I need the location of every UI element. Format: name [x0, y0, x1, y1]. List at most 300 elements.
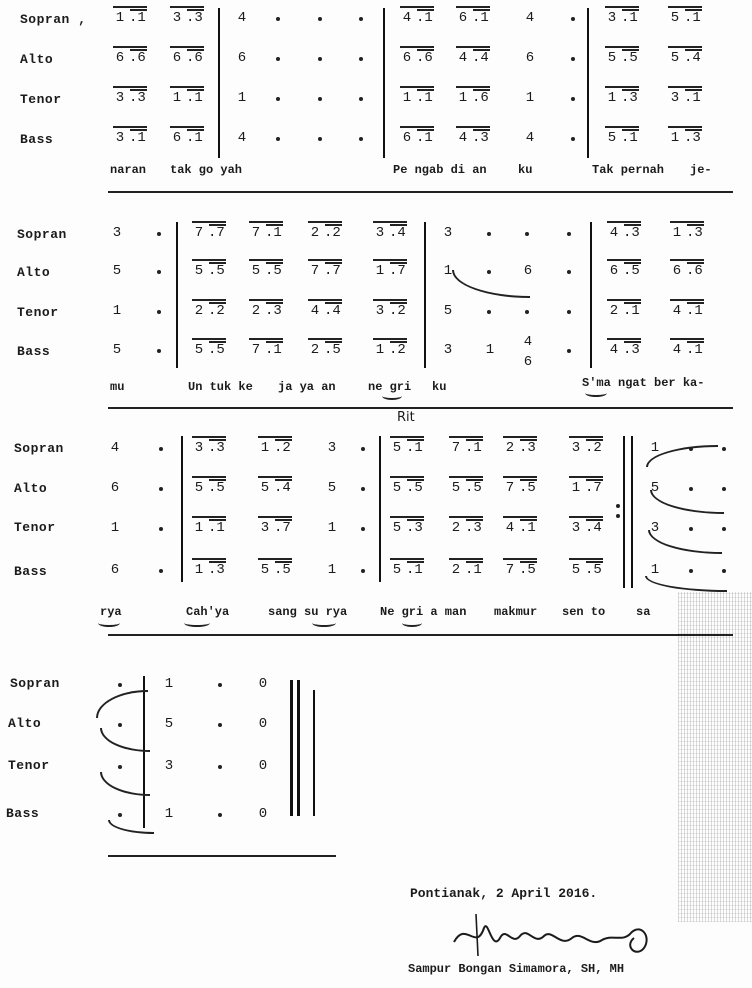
repeat-barline	[623, 436, 625, 588]
note-digit: .1	[686, 342, 703, 358]
note-digit: 1	[650, 440, 660, 456]
hold-dot	[276, 57, 280, 61]
note-digit: 3	[650, 520, 660, 536]
repeat-dot	[616, 514, 620, 518]
beam	[192, 221, 226, 223]
hold-dot	[525, 232, 529, 236]
note-digit: 5	[451, 480, 461, 496]
note-digit: 4	[310, 303, 320, 319]
note-digit: .5	[519, 562, 536, 578]
hold-dot	[157, 310, 161, 314]
note-digit: .2	[274, 440, 291, 456]
system-divider	[108, 407, 733, 409]
beam	[113, 46, 147, 48]
note-digit: .1	[406, 562, 423, 578]
note-digit: 5	[607, 130, 617, 146]
note-digit: .1	[472, 10, 489, 26]
beam	[456, 86, 490, 88]
hold-dot	[276, 137, 280, 141]
note-digit: 5	[260, 480, 270, 496]
note-digit: 7	[505, 562, 515, 578]
hold-dot	[567, 270, 571, 274]
note-digit: .4	[684, 50, 701, 66]
note-digit: 6	[115, 50, 125, 66]
lyric: ja ya an	[278, 380, 336, 394]
note-digit: .3	[519, 440, 536, 456]
note-digit: .1	[186, 130, 203, 146]
note-digit: .1	[416, 90, 433, 106]
voice-label: Alto	[8, 716, 42, 731]
hold-dot	[157, 232, 161, 236]
barline	[176, 222, 178, 368]
beam	[258, 516, 292, 518]
tie-curve	[100, 728, 150, 752]
note-digit: 3	[571, 520, 581, 536]
note-digit: 0	[258, 758, 268, 774]
hold-dot	[487, 310, 491, 314]
beam	[258, 476, 292, 478]
note-digit: .7	[389, 263, 406, 279]
note-digit: 6	[110, 562, 120, 578]
note-digit: .5	[621, 50, 638, 66]
beam	[113, 126, 147, 128]
note-digit: .1	[686, 303, 703, 319]
note-digit: .3	[621, 90, 638, 106]
note-digit: 4	[458, 50, 468, 66]
beam	[170, 46, 204, 48]
hold-dot	[159, 447, 163, 451]
voice-label: Tenor	[8, 758, 50, 773]
note-digit: .1	[129, 130, 146, 146]
note-digit: 1	[260, 440, 270, 456]
beam	[373, 221, 407, 223]
beam	[605, 86, 639, 88]
end-rule	[108, 855, 336, 857]
hold-dot	[318, 97, 322, 101]
note-digit: .5	[465, 480, 482, 496]
note-digit: 4	[523, 334, 533, 350]
beam	[308, 221, 342, 223]
note-digit: 0	[258, 716, 268, 732]
note-digit: .3	[265, 303, 282, 319]
note-digit: 5	[112, 342, 122, 358]
note-digit: 4	[237, 10, 247, 26]
lyric: mu	[110, 380, 125, 394]
slur-mark	[98, 619, 120, 627]
lyric: sen to	[562, 605, 606, 619]
barline	[383, 8, 385, 158]
note-digit: 6	[672, 263, 682, 279]
hold-dot	[359, 97, 363, 101]
note-digit: .1	[684, 10, 701, 26]
note-digit: .1	[623, 303, 640, 319]
note-digit: 1	[650, 562, 660, 578]
note-digit: .3	[208, 562, 225, 578]
beam	[569, 476, 603, 478]
note-digit: 3	[172, 10, 182, 26]
beam	[503, 558, 537, 560]
place-date: Pontianak, 2 April 2016.	[410, 886, 598, 901]
hold-dot	[361, 569, 365, 573]
tie-curve	[645, 576, 727, 592]
note-digit: .6	[186, 50, 203, 66]
note-digit: 5	[194, 342, 204, 358]
beam	[400, 6, 434, 8]
hold-dot	[157, 349, 161, 353]
note-digit: 6	[609, 263, 619, 279]
note-digit: 1	[115, 10, 125, 26]
beam	[569, 436, 603, 438]
beam	[170, 86, 204, 88]
voice-label: Alto	[20, 52, 54, 67]
beam	[569, 558, 603, 560]
slur-mark	[312, 619, 336, 627]
note-digit: .1	[465, 562, 482, 578]
beam	[668, 6, 702, 8]
note-digit: 3	[164, 758, 174, 774]
final-barline	[297, 680, 300, 816]
note-digit: .7	[208, 225, 225, 241]
note-digit: 1	[375, 263, 385, 279]
beam	[449, 558, 483, 560]
barline	[379, 436, 381, 582]
beam	[607, 299, 641, 301]
note-digit: .2	[585, 440, 602, 456]
note-digit: .7	[585, 480, 602, 496]
note-digit: 6	[110, 480, 120, 496]
beam	[373, 259, 407, 261]
note-digit: 0	[258, 806, 268, 822]
note-digit: 2	[310, 225, 320, 241]
note-digit: .1	[265, 225, 282, 241]
beam	[258, 558, 292, 560]
lyric: ku	[432, 380, 447, 394]
beam	[170, 6, 204, 8]
voice-label: Bass	[17, 344, 51, 359]
beam	[192, 338, 226, 340]
beam	[249, 338, 283, 340]
note-digit: .3	[684, 130, 701, 146]
note-digit: 3	[115, 130, 125, 146]
hold-dot	[571, 57, 575, 61]
note-digit: 1	[375, 342, 385, 358]
note-digit: 1	[327, 520, 337, 536]
beam	[670, 299, 704, 301]
lyric: Cah'ya	[186, 605, 230, 619]
voice-label: Sopran	[14, 441, 64, 456]
note-digit: 3	[607, 10, 617, 26]
note-digit: .6	[686, 263, 703, 279]
note-digit: 1	[194, 562, 204, 578]
note-digit: .4	[585, 520, 602, 536]
note-digit: 2	[451, 562, 461, 578]
hold-dot	[722, 527, 726, 531]
note-digit: .3	[472, 130, 489, 146]
note-digit: .5	[274, 562, 291, 578]
repeat-barline	[631, 436, 633, 588]
lyric: Tak pernah	[592, 163, 665, 177]
note-digit: 4	[402, 10, 412, 26]
note-digit: 7	[251, 225, 261, 241]
note-digit: 3	[375, 225, 385, 241]
note-digit: 4	[525, 130, 535, 146]
note-digit: .1	[186, 90, 203, 106]
hold-dot	[722, 569, 726, 573]
beam	[449, 516, 483, 518]
note-digit: .5	[406, 480, 423, 496]
beam	[192, 299, 226, 301]
note-digit: 5	[392, 440, 402, 456]
beam	[373, 338, 407, 340]
note-digit: 4	[609, 225, 619, 241]
note-digit: .3	[623, 342, 640, 358]
slur-mark	[585, 389, 607, 397]
tie-curve	[96, 690, 148, 718]
barline	[590, 222, 592, 368]
hold-dot	[359, 137, 363, 141]
beam	[113, 6, 147, 8]
note-digit: 7	[251, 342, 261, 358]
lyric: S'ma ngat ber ka-	[582, 376, 705, 390]
note-digit: 1	[443, 263, 453, 279]
beam	[456, 126, 490, 128]
voice-label: Alto	[17, 265, 51, 280]
beam	[456, 46, 490, 48]
hold-dot	[318, 57, 322, 61]
voice-label: Bass	[14, 564, 48, 579]
beam	[390, 476, 424, 478]
barline	[587, 8, 589, 158]
note-digit: 2	[609, 303, 619, 319]
final-barline	[290, 680, 293, 816]
note-digit: 1	[485, 342, 495, 358]
beam	[249, 299, 283, 301]
note-digit: 0	[258, 676, 268, 692]
tie-curve	[648, 530, 722, 554]
voice-label: Alto	[14, 481, 48, 496]
hold-dot	[157, 270, 161, 274]
note-digit: .3	[186, 10, 203, 26]
tie-curve	[452, 270, 530, 298]
barline	[218, 8, 220, 158]
beam	[607, 221, 641, 223]
hold-dot	[118, 683, 122, 687]
note-digit: 3	[443, 342, 453, 358]
hold-dot	[159, 569, 163, 573]
note-digit: .6	[129, 50, 146, 66]
tie-curve	[108, 820, 154, 834]
beam	[192, 436, 226, 438]
note-digit: 6	[525, 50, 535, 66]
barline	[424, 222, 426, 368]
note-digit: .3	[465, 520, 482, 536]
note-digit: 5	[327, 480, 337, 496]
lyric: sang su rya	[268, 605, 348, 619]
beam	[308, 259, 342, 261]
note-digit: 5	[571, 562, 581, 578]
note-digit: 6	[237, 50, 247, 66]
note-digit: 2	[194, 303, 204, 319]
note-digit: .3	[129, 90, 146, 106]
beam	[668, 46, 702, 48]
beam	[113, 86, 147, 88]
note-digit: 3	[670, 90, 680, 106]
note-digit: 5	[392, 520, 402, 536]
note-digit: 1	[571, 480, 581, 496]
hold-dot	[118, 765, 122, 769]
note-digit: 6	[402, 50, 412, 66]
note-digit: .1	[519, 520, 536, 536]
hold-dot	[218, 723, 222, 727]
beam	[449, 436, 483, 438]
beam	[258, 436, 292, 438]
note-digit: 2	[451, 520, 461, 536]
note-digit: .7	[324, 263, 341, 279]
note-digit: 1	[327, 562, 337, 578]
note-digit: .2	[389, 342, 406, 358]
note-digit: .1	[208, 520, 225, 536]
voice-label: Tenor	[14, 520, 56, 535]
note-digit: 5	[607, 50, 617, 66]
note-digit: .6	[416, 50, 433, 66]
note-digit: 5	[443, 303, 453, 319]
note-digit: 1	[172, 90, 182, 106]
lyric: ku	[518, 163, 533, 177]
barline	[181, 436, 183, 582]
slur-mark	[402, 619, 422, 627]
note-digit: 6	[402, 130, 412, 146]
signer-name: Sampur Bongan Simamora, SH, MH	[408, 962, 625, 976]
note-digit: 1	[164, 806, 174, 822]
voice-label: Sopran	[17, 227, 67, 242]
note-digit: 3	[375, 303, 385, 319]
lyric: Un tuk ke	[188, 380, 253, 394]
note-digit: 3	[112, 225, 122, 241]
note-digit: .4	[274, 480, 291, 496]
note-digit: 6	[172, 50, 182, 66]
beam	[308, 299, 342, 301]
note-digit: 7	[505, 480, 515, 496]
note-digit: 3	[115, 90, 125, 106]
lyric: tak go yah	[170, 163, 243, 177]
lyric: sa	[636, 605, 651, 619]
beam	[503, 516, 537, 518]
beam	[400, 126, 434, 128]
note-digit: 3	[443, 225, 453, 241]
lyric: Ne gri a man	[380, 605, 467, 619]
beam	[605, 46, 639, 48]
note-digit: 2	[251, 303, 261, 319]
hold-dot	[318, 17, 322, 21]
voice-label: Bass	[6, 806, 40, 821]
note-digit: 4	[237, 130, 247, 146]
note-digit: 6	[172, 130, 182, 146]
note-digit: 5	[112, 263, 122, 279]
beam	[456, 6, 490, 8]
note-digit: 4	[672, 342, 682, 358]
voice-label: Tenor	[20, 92, 62, 107]
system-divider	[108, 191, 733, 193]
note-digit: 1	[194, 520, 204, 536]
hold-dot	[218, 813, 222, 817]
beam	[503, 476, 537, 478]
note-digit: .2	[389, 303, 406, 319]
note-digit: 5	[670, 50, 680, 66]
note-digit: 5	[260, 562, 270, 578]
note-digit: 1	[525, 90, 535, 106]
note-digit: 5	[251, 263, 261, 279]
hold-dot	[276, 97, 280, 101]
beam	[605, 126, 639, 128]
note-digit: .1	[129, 10, 146, 26]
note-digit: .1	[621, 130, 638, 146]
note-digit: 1	[458, 90, 468, 106]
hold-dot	[118, 813, 122, 817]
note-digit: .1	[684, 90, 701, 106]
beam	[390, 516, 424, 518]
note-digit: 1	[402, 90, 412, 106]
note-digit: 1	[607, 90, 617, 106]
hold-dot	[218, 765, 222, 769]
note-digit: .5	[208, 342, 225, 358]
note-digit: 3	[571, 440, 581, 456]
hold-dot	[359, 57, 363, 61]
hold-dot	[361, 487, 365, 491]
note-digit: .5	[265, 263, 282, 279]
beam	[192, 476, 226, 478]
note-digit: .5	[208, 263, 225, 279]
note-digit: .1	[406, 440, 423, 456]
note-digit: .4	[472, 50, 489, 66]
note-digit: .3	[406, 520, 423, 536]
note-digit: 2	[505, 440, 515, 456]
note-digit: 3	[194, 440, 204, 456]
note-digit: .5	[519, 480, 536, 496]
note-digit: .5	[585, 562, 602, 578]
hold-dot	[571, 137, 575, 141]
note-digit: 1	[164, 676, 174, 692]
note-digit: 1	[670, 130, 680, 146]
note-digit: 7	[310, 263, 320, 279]
voice-label: Sopran ,	[20, 12, 87, 27]
beam	[607, 259, 641, 261]
beam	[569, 516, 603, 518]
hold-dot	[218, 683, 222, 687]
note-digit: 2	[310, 342, 320, 358]
hold-dot	[361, 527, 365, 531]
lyric: ne gri	[368, 380, 412, 394]
hold-dot	[571, 17, 575, 21]
voice-label: Sopran	[10, 676, 60, 691]
final-barline	[313, 690, 315, 816]
hold-dot	[118, 723, 122, 727]
note-digit: 1	[110, 520, 120, 536]
note-digit: .1	[416, 130, 433, 146]
beam	[400, 46, 434, 48]
note-digit: 1	[672, 225, 682, 241]
hold-dot	[525, 310, 529, 314]
hold-dot	[567, 232, 571, 236]
note-digit: .3	[208, 440, 225, 456]
ritardando-mark: Rit	[397, 410, 415, 425]
beam	[249, 259, 283, 261]
lyric: naran	[110, 163, 147, 177]
note-digit: 5	[164, 716, 174, 732]
note-digit: 7	[451, 440, 461, 456]
signature	[448, 912, 658, 958]
lyric: Pe ngab di an	[393, 163, 487, 177]
beam	[670, 259, 704, 261]
